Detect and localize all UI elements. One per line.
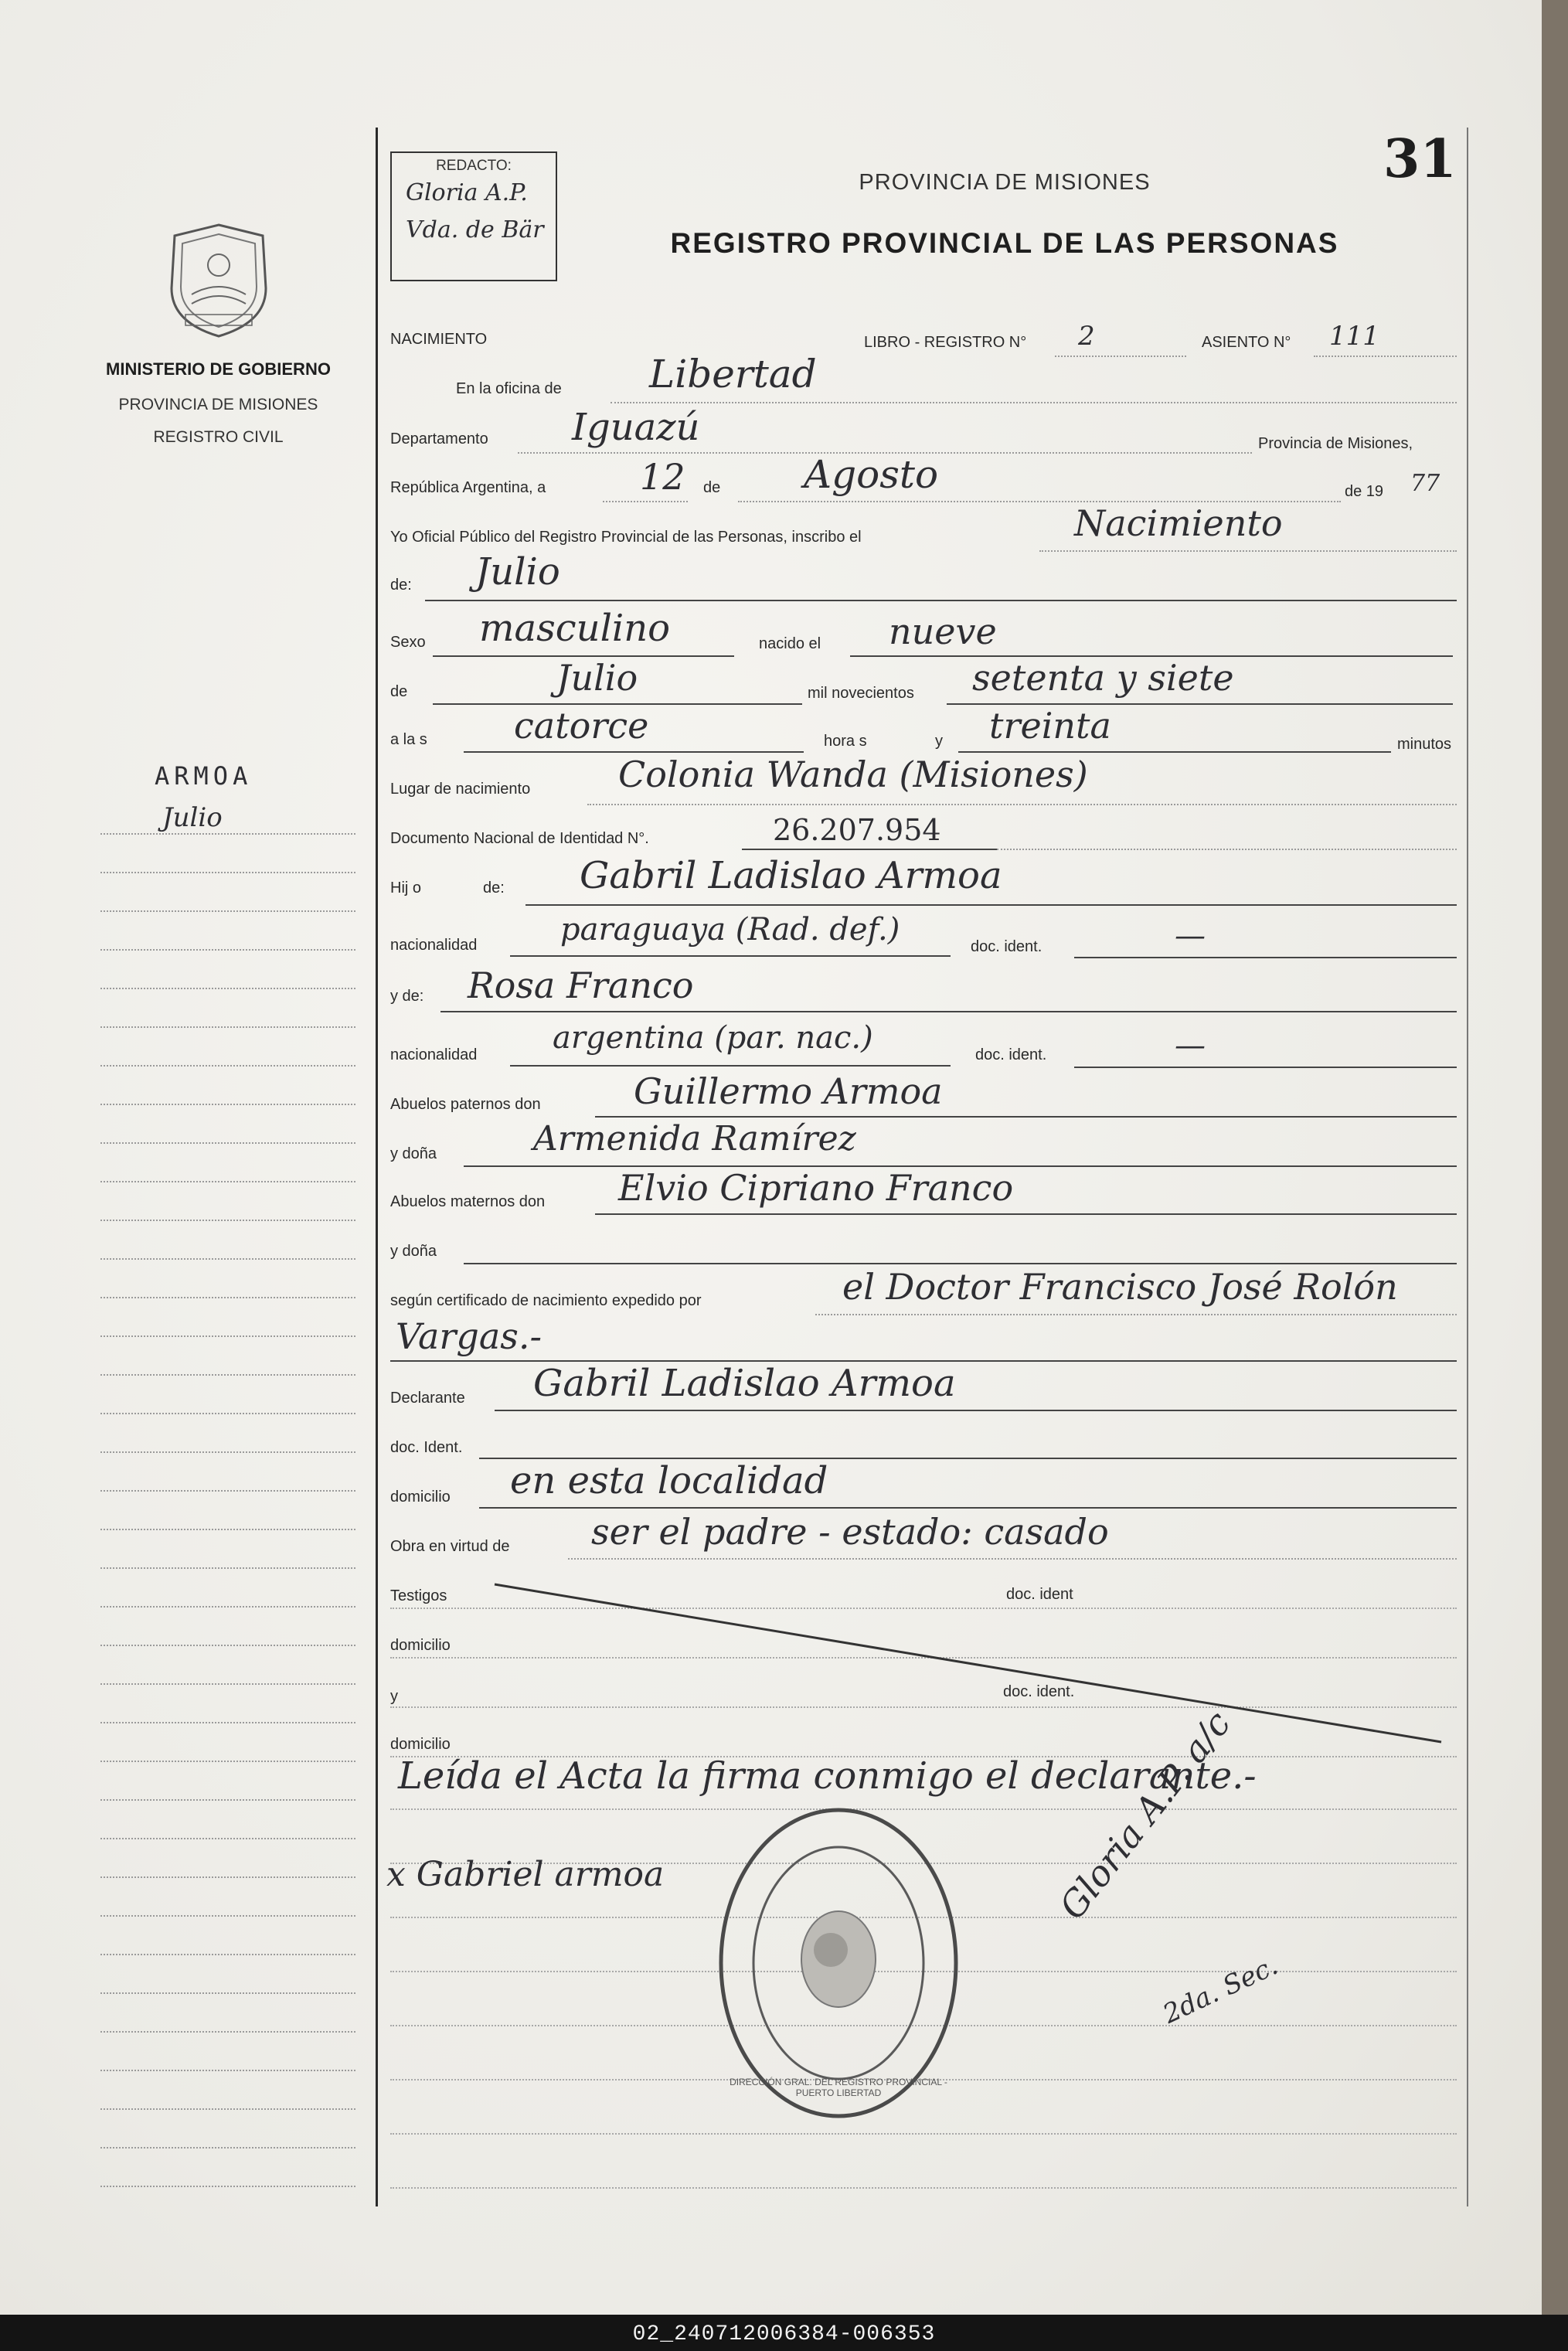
stamp-text: DIRECCIÓN GRAL. DEL REGISTRO PROVINCIAL - PUERTO LIBERTAD [730, 2077, 947, 2098]
oficina-value: Libertad [649, 352, 817, 396]
mes-nac-value: Julio [556, 657, 638, 699]
official-signature: Gloria A.P. a/c [1051, 1703, 1239, 1927]
minutos-label: minutos [1397, 736, 1452, 753]
anio-prefix: de 19 [1345, 483, 1384, 500]
file-id: 02_240712006384-006353 [632, 2322, 936, 2346]
obra-value: ser el padre - estado: casado [591, 1511, 1109, 1553]
type-label: NACIMIENTO [390, 331, 488, 348]
nacionalidad-label-1: nacionalidad [390, 937, 478, 954]
hijo-de-label: de: [483, 879, 505, 897]
redacto-line1: Gloria A.P. [406, 179, 528, 206]
departamento-label: Departamento [390, 430, 488, 447]
nacido-value: nueve [889, 611, 997, 652]
madre-value: Rosa Franco [468, 965, 694, 1006]
declarante-label: Declarante [390, 1390, 465, 1407]
domicilio-value: en esta localidad [510, 1459, 828, 1502]
doc-ident-label-1: doc. ident. [971, 938, 1042, 955]
mes-value: Agosto [804, 452, 939, 497]
republica-label: República Argentina, a [390, 479, 546, 496]
header-province: PROVINCIA DE MISIONES [859, 170, 1151, 195]
ministry-title: MINISTERIO DE GOBIERNO [106, 359, 331, 379]
nacido-label: nacido el [759, 635, 821, 652]
libro-value: 2 [1078, 321, 1095, 352]
asiento-value: 111 [1329, 321, 1379, 352]
declarante-signature: x Gabriel armoa [386, 1855, 665, 1894]
asiento-label: ASIENTO N° [1202, 334, 1291, 351]
doc-ident3-label: doc. ident [1006, 1586, 1073, 1603]
dni-label: Documento Nacional de Identidad N°. [390, 830, 649, 847]
anio-nac-value: setenta y siete [972, 657, 1234, 699]
nombre-value: Julio [475, 550, 560, 594]
madre-nac-value: argentina (par. nac.) [553, 1020, 873, 1056]
y2-label: y [390, 1688, 398, 1705]
domicilio-label: domicilio [390, 1489, 451, 1506]
lugar-label: Lugar de nacimiento [390, 781, 531, 798]
certificado-value: el Doctor Francisco José Rolón [842, 1266, 1398, 1308]
anio-value: 77 [1410, 470, 1440, 497]
hora-value: catorce [514, 705, 649, 747]
padre-value: Gabril Ladislao Armoa [580, 854, 1002, 897]
abuelos-pat-label: Abuelos paternos don [390, 1096, 541, 1113]
hora-label: hora s [824, 733, 867, 750]
book-binding-right [1542, 0, 1568, 2319]
margin-name: Julio [162, 802, 223, 833]
sexo-value: masculino [479, 607, 671, 650]
alas-label: a la s [390, 731, 427, 748]
certificado-value-2: Vargas.- [396, 1315, 543, 1357]
ydona-label-2: y doña [390, 1243, 437, 1260]
yde-label: y de: [390, 988, 424, 1005]
ministry-registry: REGISTRO CIVIL [153, 428, 284, 446]
official-stamp [715, 1805, 962, 2121]
padre-nac-value: paraguaya (Rad. def.) [560, 912, 900, 948]
redacto-line2: Vda. de Bär [406, 216, 544, 243]
departamento-value: Iguazú [572, 406, 700, 449]
abuelos-mat-label: Abuelos maternos don [390, 1193, 546, 1210]
de2-label: de [390, 683, 408, 700]
oficina-label: En la oficina de [456, 380, 562, 397]
abuelo-mat-value: Elvio Cipriano Franco [618, 1167, 1014, 1209]
madre-doc-value: — [1175, 1028, 1206, 1063]
header-registry: REGISTRO PROVINCIAL DE LAS PERSONAS [670, 227, 1339, 259]
nacionalidad-label-2: nacionalidad [390, 1046, 478, 1063]
oficial-text: Yo Oficial Público del Registro Provincial de las Personas, inscribo el [390, 529, 862, 546]
redacto-label: REDACTO: [436, 158, 512, 174]
domicilio2-label: domicilio [390, 1637, 451, 1654]
ministry-province: PROVINCIA DE MISIONES [118, 396, 318, 413]
doc-ident4-label: doc. ident. [1003, 1683, 1075, 1700]
obra-label: Obra en virtud de [390, 1538, 510, 1555]
ydona-label-1: y doña [390, 1145, 437, 1162]
closing-text: Leída el Acta la firma conmigo el declarante.- [398, 1754, 1257, 1798]
dia-value: 12 [640, 456, 685, 498]
testigos-label: Testigos [390, 1587, 447, 1604]
mil-label: mil novecientos [808, 685, 914, 702]
de-label: de [703, 479, 721, 496]
sexo-label: Sexo [390, 634, 426, 651]
doc-ident-label-2: doc. ident. [975, 1046, 1047, 1063]
declarante-value: Gabril Ladislao Armoa [533, 1362, 956, 1405]
margin-surname: ARMOA [155, 761, 253, 791]
doc-ident2-label: doc. Ident. [390, 1439, 463, 1456]
libro-label: LIBRO - REGISTRO N° [864, 334, 1027, 351]
de-nombre-label: de: [390, 577, 412, 594]
y-label: y [935, 733, 943, 750]
provincia-suffix: Provincia de Misiones, [1258, 435, 1413, 452]
abuela-pat-value: Armenida Ramírez [533, 1119, 856, 1158]
dni-value: 26.207.954 [773, 813, 941, 847]
hijo-label: Hij o [390, 879, 422, 897]
official-signature-note: 2da. Sec. [1158, 1950, 1283, 2030]
acto-value: Nacimiento [1074, 502, 1283, 544]
certificado-label: según certificado de nacimiento expedido por [390, 1292, 702, 1309]
page-number: 31 [1383, 128, 1457, 190]
domicilio3-label: domicilio [390, 1736, 451, 1753]
padre-doc-value: — [1175, 918, 1206, 954]
lugar-value: Colonia Wanda (Misiones) [618, 754, 1088, 795]
minutos-value: treinta [989, 705, 1111, 747]
abuelo-pat-value: Guillermo Armoa [634, 1070, 943, 1112]
